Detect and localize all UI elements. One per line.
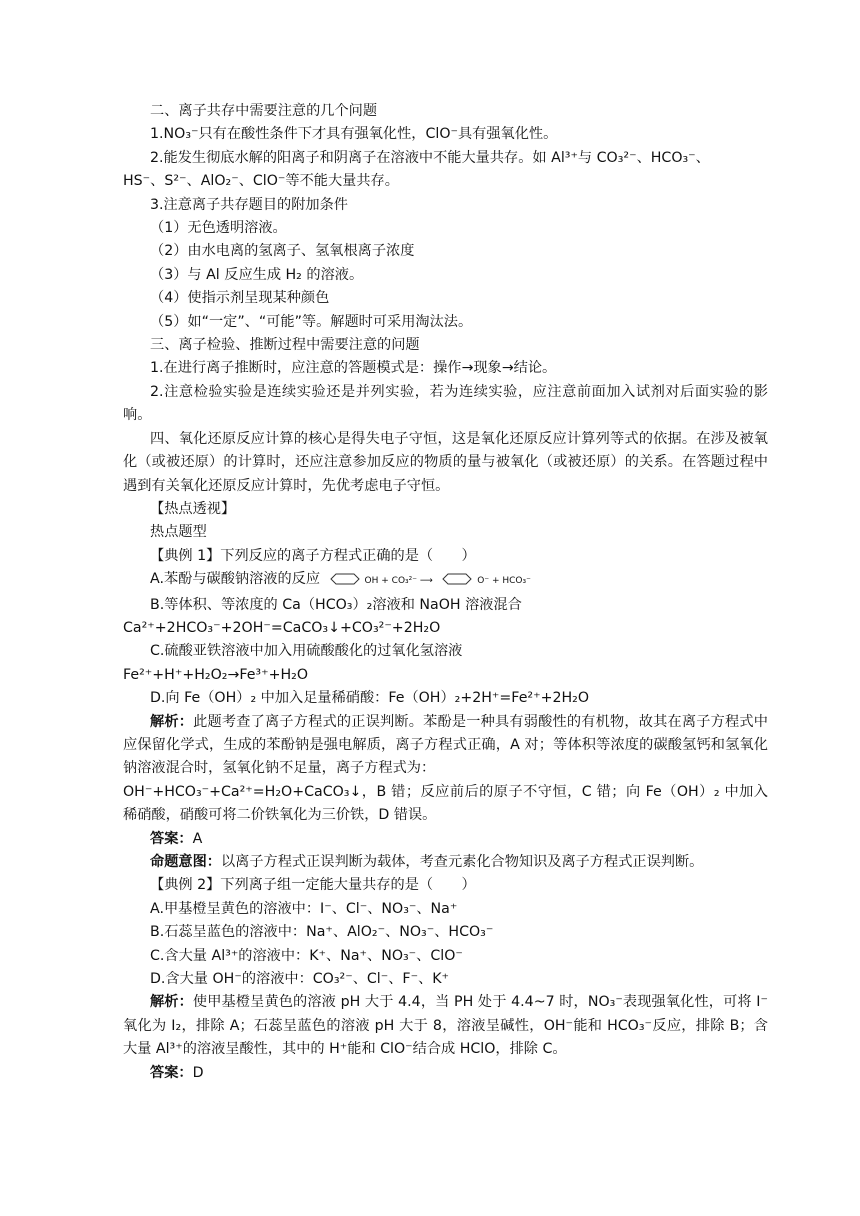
answer-1 — [123, 828, 768, 851]
reaction-right-formula: O⁻ + HCO₃⁻ — [477, 576, 531, 587]
benzene-ring-icon — [327, 572, 363, 586]
example-1-question: 【典例 1】下列反应的离子方程式正确的是（ ） — [150, 547, 476, 564]
example-1-option-a — [123, 568, 768, 593]
analysis-1-continued: OH⁻+HCO₃⁻+Ca²⁺=H₂O+CaCO₃↓，B 错；反应前后的原子不守恒，C 错；向 Fe（OH）₂ 中加入稀硝酸，硝酸可将二价铁氧化为三价铁，D 错误。 — [123, 783, 768, 824]
reaction-left-formula: OH + CO₃²⁻ ⟶ — [364, 576, 433, 587]
answer-2 — [123, 1062, 768, 1085]
example-2-option-c: C.含大量 Al³⁺的溶液中：K⁺、Na⁺、NO₃⁻、ClO⁻ — [150, 947, 463, 964]
section-heading-3: 三、离子检验、推断过程中需要注意的问题 — [150, 337, 420, 354]
analysis-1 — [123, 711, 768, 781]
example-2-option-b: B.石蕊呈蓝色的溶液中：Na⁺、AlO₂⁻、NO₃⁻、HCO₃⁻ — [150, 924, 494, 941]
hot-topic-subheading: 热点题型 — [150, 524, 207, 541]
example-2-option-a: A.甲基橙呈黄色的溶液中：I⁻、Cl⁻、NO₃⁻、Na⁺ — [150, 900, 458, 917]
option-a-text: A.苯酚与碳酸钠溶液的反应 — [150, 571, 321, 588]
analysis-label: 解析： — [150, 713, 194, 730]
list-item: （5）如“一定”、“可能”等。解题时可采用淘汰法。 — [150, 313, 473, 330]
answer-label: 答案： — [150, 1064, 193, 1081]
equation: Fe²⁺+H⁺+H₂O₂→Fe³⁺+H₂O — [123, 666, 309, 683]
paragraph: 1.NO₃⁻只有在酸性条件下才具有强氧化性，ClO⁻具有强氧化性。 — [150, 126, 558, 143]
example-1-option-c: C.硫酸亚铁溶液中加入用硫酸酸化的过氧化氢溶液 — [150, 643, 463, 660]
example-1-option-d: D.向 Fe（OH）₂ 中加入足量稀硝酸：Fe（OH）₂+2H⁺=Fe²⁺+2H₂O — [150, 690, 590, 707]
example-1-option-b: B.等体积、等浓度的 Ca（HCO₃）₂溶液和 NaOH 溶液混合 — [150, 596, 522, 613]
example-2-option-d: D.含大量 OH⁻的溶液中：CO₃²⁻、Cl⁻、F⁻、K⁺ — [150, 971, 450, 988]
hot-topic-heading: 【热点透视】 — [150, 500, 236, 517]
intent-label: 命题意图： — [150, 854, 221, 870]
analysis-text: 使甲基橙呈黄色的溶液 pH 大于 4.4，当 PH 处于 4.4~7 时，NO₃⁻表现强氧化性，可将 I⁻氧化为 I₂，排除 A；石蕊呈蓝色的溶液 pH 大于 8，溶液呈碱性，OH⁻能和 HCO₃⁻反应，排除 B；含大量 Al³⁺的溶液呈酸性，其中的 H⁺能和 ClO⁻结合成 HClO，排除 C。 — [123, 994, 768, 1058]
list-item: （2）由水电离的氢离子、氢氧根离子浓度 — [150, 243, 415, 260]
answer-value: D — [192, 1064, 204, 1081]
answer-label: 答案： — [150, 830, 193, 847]
equation: Ca²⁺+2HCO₃⁻+2OH⁻=CaCO₃↓+CO₃²⁻+2H₂O — [123, 619, 441, 636]
intent-text: 以离子方程式正误判断为载体，考查元素化合物知识及离子方程式正误判断。 — [220, 854, 704, 870]
intent — [123, 851, 768, 874]
example-2-question: 【典例 2】下列离子组一定能大量共存的是（ ） — [150, 877, 476, 894]
paragraph: 3.注意离子共存题目的附加条件 — [150, 196, 348, 213]
analysis-label: 解析： — [150, 994, 193, 1011]
paragraph: HS⁻、S²⁻、AlO₂⁻、ClO⁻等不能大量共存。 — [123, 173, 399, 190]
analysis-text: 此题考查了离子方程式的正误判断。苯酚是一种具有弱酸性的有机物，故其在离子方程式中应保留化学式，生成的苯酚钠是强电解质，离子方程式正确，A 对；等体积等浓度的碳酸氢钙和氢氧化钠溶液混合时，氢氧化钠不足量，离子方程式为： — [123, 713, 768, 777]
list-item: （4）使指示剂呈现某种颜色 — [150, 290, 330, 307]
section-heading-2: 二、离子共存中需要注意的几个问题 — [150, 103, 378, 119]
paragraph: 2.注意检验实验是连续实验还是并列实验，若为连续实验，应注意前面加入试剂对后面实验的影响。 — [123, 383, 768, 424]
list-item: （1）无色透明溶液。 — [150, 220, 287, 237]
benzene-ring-icon — [439, 572, 475, 586]
analysis-2 — [123, 991, 768, 1061]
document-page — [123, 100, 768, 1085]
section-heading-4: 四、氧化还原反应计算的核心是得失电子守恒，这是氧化还原反应计算列等式的依据。在涉及被氧化（或被还原）的计算时，还应注意参加反应的物质的量与被氧化（或被还原）的关系。在答题过程中遇到有关氧化还原反应计算时，先优考虑电子守恒。 — [123, 430, 768, 494]
paragraph: 2.能发生彻底水解的阳离子和阴离子在溶液中不能大量共存。如 Al³⁺与 CO₃²⁻、HCO₃⁻、 — [150, 149, 710, 166]
paragraph: 1.在进行离子推断时，应注意的答题模式是：操作→现象→结论。 — [150, 360, 557, 377]
list-item: （3）与 Al 反应生成 H₂ 的溶液。 — [150, 266, 364, 283]
answer-value: A — [192, 830, 203, 847]
